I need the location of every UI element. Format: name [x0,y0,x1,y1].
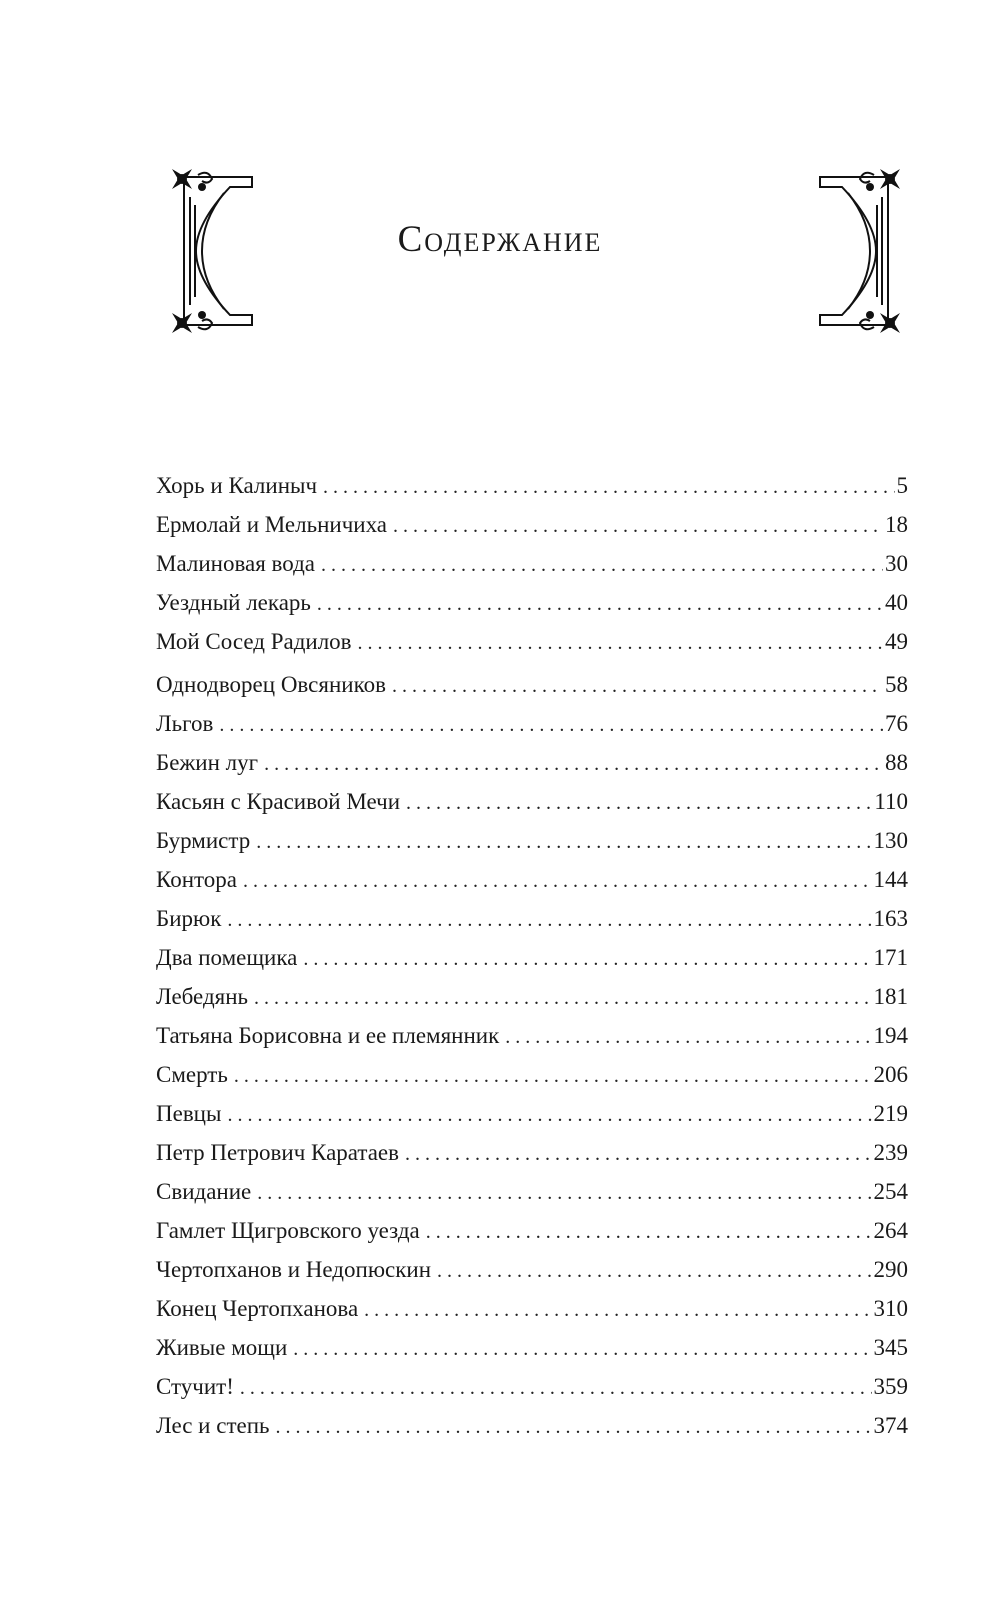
toc-leader-dots [392,667,883,706]
toc-entry-title: Ермолай и Мельничиха [156,512,387,537]
toc-entry-title: Касьян с Красивой Мечи [156,789,401,814]
toc-leader-dots [303,940,871,979]
toc-entry-title: Хорь и Калиныч [156,473,318,498]
toc-leader-dots [227,901,871,940]
toc-entry[interactable] [156,1133,908,1172]
toc-entry-page: 264 [873,1218,908,1243]
toc-leader-dots [426,1213,872,1252]
toc-entry-title: Бирюк [156,906,222,931]
toc-entry-page: 5 [896,473,908,498]
toc-entry-title: Однодворец Овсяников [156,672,386,697]
toc-entry-title: Уездный лекарь [156,590,311,615]
toc-entry-page: 374 [873,1413,908,1438]
toc-entry[interactable] [156,622,908,661]
toc-entry[interactable] [156,1094,908,1133]
toc-entry[interactable] [156,1016,908,1055]
toc-leader-dots [219,706,883,745]
toc-entry-title: Лебедянь [156,984,249,1009]
toc-entry[interactable] [156,782,908,821]
toc-entry-page: 181 [873,984,908,1009]
toc-entry-page: 30 [885,551,908,576]
toc-entry[interactable] [156,1328,908,1367]
toc-leader-dots [321,546,883,585]
toc-entry-page: 171 [873,945,908,970]
toc-entry-page: 144 [873,867,908,892]
toc-entry-title: Чертопханов и Недопюскин [156,1257,432,1282]
toc-leader-dots [264,745,883,784]
toc-entry-page: 310 [873,1296,908,1321]
toc-entry[interactable] [156,704,908,743]
toc-leader-dots [240,1369,872,1408]
toc-leader-dots [254,979,871,1018]
toc-entry-page: 58 [885,672,908,697]
toc-leader-dots [234,1057,872,1096]
toc-leader-dots [405,1135,871,1174]
toc-entry-title: Малиновая вода [156,551,316,576]
toc-entry[interactable] [156,466,908,505]
toc-entry-page: 130 [873,828,908,853]
toc-entry-page: 49 [885,629,908,654]
toc-leader-dots [437,1252,871,1291]
toc-entry-title: Певцы [156,1101,222,1126]
toc-leader-dots [243,862,872,901]
toc-entry-page: 359 [873,1374,908,1399]
page-title: Содержание [397,219,603,260]
toc-entry[interactable] [156,1250,908,1289]
toc-leader-dots [276,1408,872,1447]
toc-leader-dots [406,784,872,823]
toc-leader-dots [393,507,883,546]
toc-entry-page: 110 [874,789,908,814]
toc-entry-title: Свидание [156,1179,252,1204]
toc-entry[interactable] [156,860,908,899]
toc-entry-title: Два помещика [156,945,298,970]
toc-entry-title: Смерть [156,1062,228,1087]
toc-entry[interactable] [156,1406,908,1445]
toc-entry-page: 194 [873,1023,908,1048]
toc-leader-dots [293,1330,871,1369]
toc-leader-dots [505,1018,871,1057]
toc-entry-title: Татьяна Борисовна и ее племянник [156,1023,500,1048]
toc-entry-title: Льгов [156,711,214,736]
toc-entry-page: 76 [885,711,908,736]
toc-leader-dots [227,1096,871,1135]
toc-entry-title: Мой Сосед Радилов [156,629,352,654]
toc-entry-page: 206 [873,1062,908,1087]
toc-entry[interactable] [156,977,908,1016]
toc-entry-page: 345 [873,1335,908,1360]
toc-leader-dots [257,1174,871,1213]
toc-entry-title: Конец Чертопханова [156,1296,359,1321]
toc-entry-page: 290 [873,1257,908,1282]
toc-entry[interactable] [156,665,908,704]
toc-entry-page: 239 [873,1140,908,1165]
table-of-contents [156,466,908,1445]
toc-leader-dots [256,823,871,862]
toc-entry[interactable] [156,1211,908,1250]
toc-entry[interactable] [156,1289,908,1328]
toc-entry-page: 18 [885,512,908,537]
toc-entry[interactable] [156,899,908,938]
toc-entry[interactable] [156,938,908,977]
toc-entry-title: Бурмистр [156,828,251,853]
toc-entry-title: Контора [156,867,237,892]
toc-entry-page: 88 [885,750,908,775]
toc-entry-page: 219 [873,1101,908,1126]
toc-leader-dots [358,624,883,663]
toc-leader-dots [364,1291,871,1330]
toc-entry-title: Петр Петрович Каратаев [156,1140,400,1165]
toc-entry[interactable] [156,583,908,622]
toc-entry[interactable] [156,821,908,860]
toc-entry[interactable] [156,1055,908,1094]
toc-entry-title: Гамлет Щигровского уезда [156,1218,420,1243]
toc-entry-title: Живые мощи [156,1335,288,1360]
toc-leader-dots [323,468,894,507]
toc-entry-title: Лес и степь [156,1413,270,1438]
toc-entry[interactable] [156,1367,908,1406]
toc-entry-title: Бежин луг [156,750,259,775]
toc-entry-title: Стучит! [156,1374,234,1399]
toc-entry-page: 254 [873,1179,908,1204]
toc-entry[interactable] [156,505,908,544]
toc-entry-page: 163 [873,906,908,931]
toc-entry[interactable] [156,1172,908,1211]
toc-entry-page: 40 [885,590,908,615]
toc-entry[interactable] [156,743,908,782]
toc-entry[interactable] [156,544,908,583]
toc-leader-dots [317,585,883,624]
